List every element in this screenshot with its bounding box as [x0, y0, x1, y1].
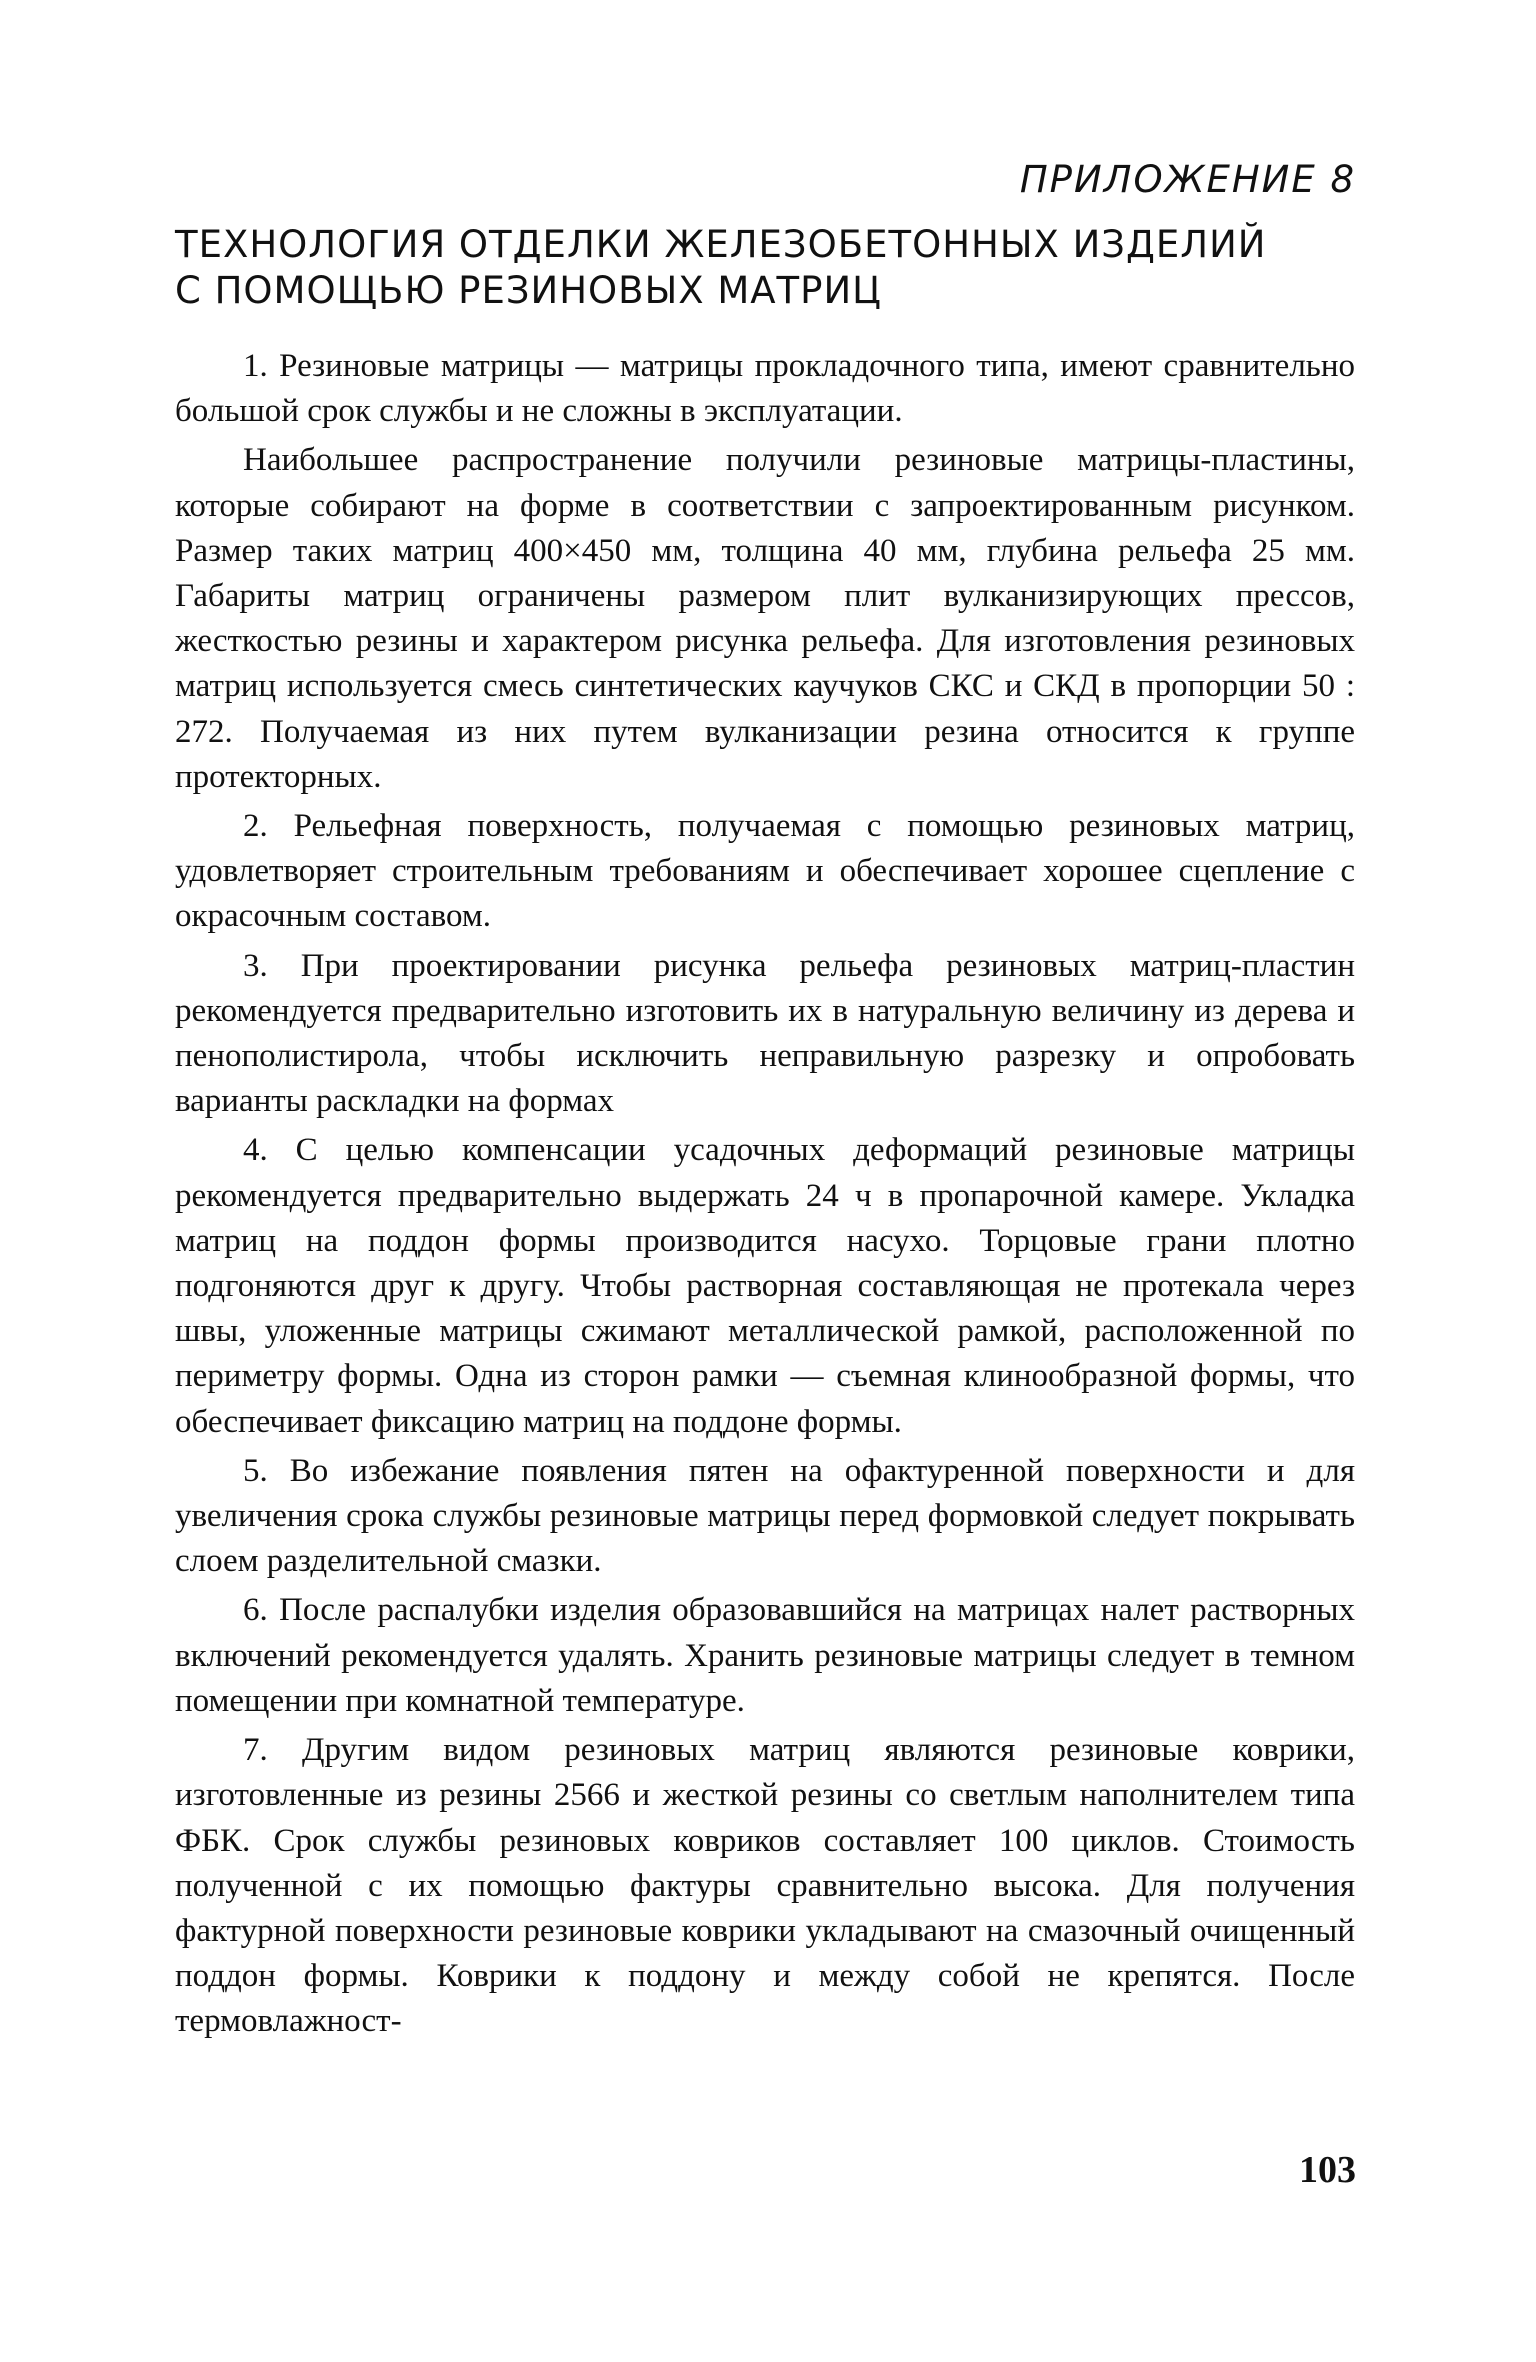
title-line-1: ТЕХНОЛОГИЯ ОТДЕЛКИ ЖЕЛЕЗОБЕТОННЫХ ИЗДЕЛИЙ: [175, 223, 1267, 266]
paragraph-1-continued: Наибольшее распространение получили резиновые матрицы-пластины, которые собирают на форме в соответствии с запроектированным рисунком. Размер таких матриц 400×450 мм, толщина 40 мм, глубина рельефа 25 мм. Габариты матриц ограничены размером плит вулканизирующих прессов, жесткостью резины и характером рисунка рельефа. Для изготовления резиновых матриц используется смесь синтетических каучуков СКС и СКД в пропорции 50 : 272. Получаемая из них путем вулканизации резина относится к группе протекторных.: [175, 442, 1355, 795]
paragraph-7: 7. Другим видом резиновых матриц являются резиновые коврики, изготовленные из резины 2566 и жесткой резины со светлым наполнителем типа ФБК. Срок службы резиновых ковриков составляет 100 циклов. Стоимость полученной с их помощью фактуры сравнительно высока. Для получения фактурной поверхности резиновые коврики укладывают на смазочный очищенный поддон формы. Коврики к поддону и между собой не крепятся. После термовлажност-: [175, 1732, 1355, 2040]
appendix-label: ПРИЛОЖЕНИЕ 8: [1019, 158, 1356, 201]
paragraph-5: 5. Во избежание появления пятен на офактуренной поверхности и для увеличения срока службы резиновые матрицы перед формовкой следует покрывать слоем разделительной смазки.: [175, 1452, 1355, 1580]
document-title: [175, 222, 1375, 314]
paragraph-3: 3. При проектировании рисунка рельефа резиновых матриц-пластин рекомендуется предварительно изготовить их в натуральную величину из дерева и пенополистирола, чтобы исключить неправильную разрезку и опробовать варианты раскладки на формах: [175, 947, 1355, 1120]
paragraph-2: 2. Рельефная поверхность, получаемая с помощью резиновых матриц, удовлетворяет строительным требованиям и обеспечивает хорошее сцепление с окрасочным составом.: [175, 808, 1355, 935]
body-text: [175, 344, 1355, 2049]
page-number: 103: [1299, 2149, 1356, 2191]
paragraph-4: 4. С целью компенсации усадочных деформаций резиновые матрицы рекомендуется предварительно выдержать 24 ч в пропарочной камере. Укладка матриц на поддон формы производится насухо. Торцовые грани плотно подгоняются друг к другу. Чтобы растворная составляющая не протекала через швы, уложенные матрицы сжимают металлической рамкой, расположенной по периметру формы. Одна из сторон рамки — съемная клинообразной формы, что обеспечивает фиксацию матриц на поддоне формы.: [175, 1132, 1355, 1440]
paragraph-6: 6. После распалубки изделия образовавшийся на матрицах налет растворных включений рекомендуется удалять. Хранить резиновые матрицы следует в темном помещении при комнатной температуре.: [175, 1592, 1355, 1719]
title-line-2: С ПОМОЩЬЮ РЕЗИНОВЫХ МАТРИЦ: [175, 269, 882, 312]
paragraph-1: 1. Резиновые матрицы — матрицы прокладочного типа, имеют сравнительно большой срок службы и не сложны в эксплуатации.: [175, 348, 1355, 430]
